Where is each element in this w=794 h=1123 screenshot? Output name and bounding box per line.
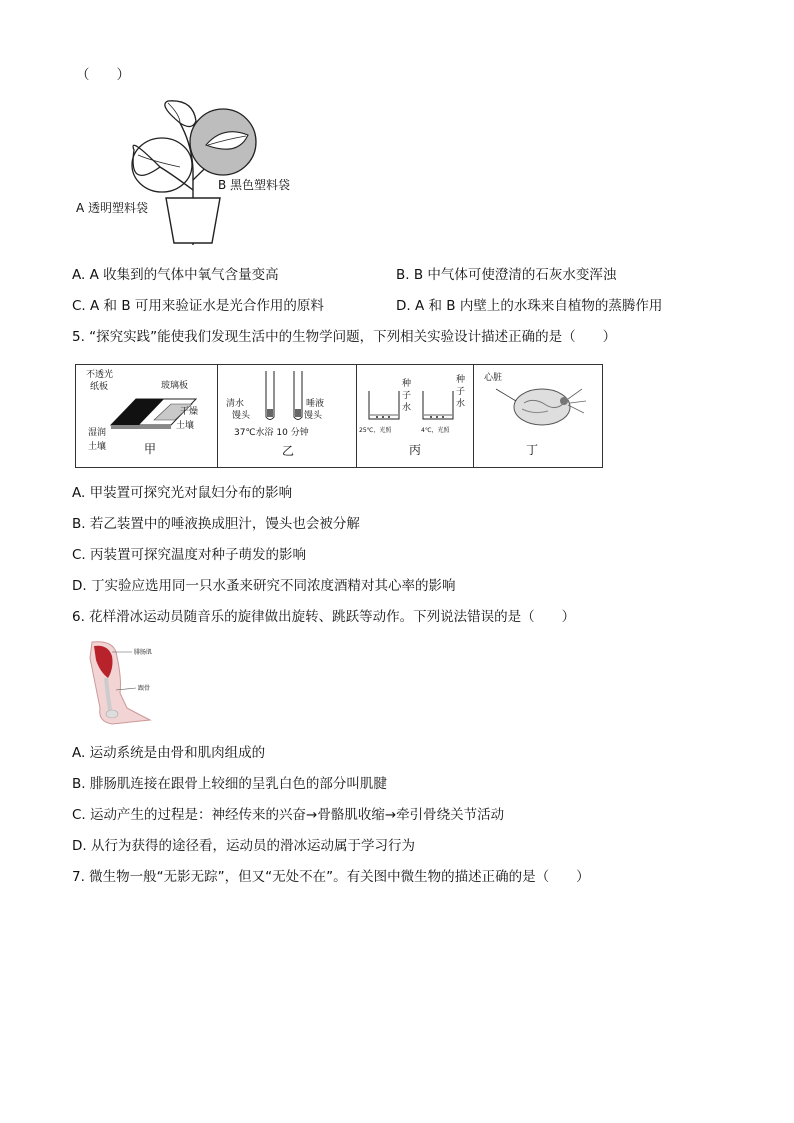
- q5-option-a: A. 甲装置可探究光对鼠妇分布的影响: [72, 485, 293, 501]
- panel-bing: [357, 365, 473, 467]
- panel-jia: [76, 365, 217, 467]
- yi-label-5: 37℃水浴 10 分钟: [234, 428, 309, 438]
- q4-option-b: B. B 中气体可使澄清的石灰水变浑浊: [396, 267, 617, 283]
- panel-yi: [218, 365, 356, 467]
- yi-caption: 乙: [282, 444, 295, 458]
- jia-label-4: 干燥: [180, 407, 199, 417]
- jia-label-5: 土壤: [176, 421, 195, 431]
- yi-label-2: 馒头: [232, 411, 251, 421]
- q6-option-a: A. 运动系统是由骨和肌肉组成的: [72, 745, 266, 761]
- q5-stem: 5. “探究实践”能使我们发现生活中的生物学问题，下列相关实验设计描述正确的是（ ）: [72, 329, 617, 345]
- q5-option-c: C. 丙装置可探究温度对种子萌发的影响: [72, 547, 307, 563]
- jia-label-6: 湿润: [88, 428, 107, 438]
- water-flea-image: [494, 379, 594, 429]
- yi-label-1: 清水: [226, 399, 245, 409]
- ding-caption: 丁: [526, 443, 539, 457]
- yi-label-3: 唾液: [306, 399, 325, 409]
- jia-caption: 甲: [144, 442, 157, 456]
- q4-bracket: （ ）: [76, 67, 130, 83]
- q7-stem: 7. 微生物一般“无影无踪”，但又“无处不在”。有关图中微生物的描述正确的是（ ）: [72, 869, 590, 885]
- jia-label-2: 纸板: [90, 382, 109, 392]
- bing-cond-right: 4℃，光照: [421, 427, 450, 434]
- bing-left-v1: 种: [402, 379, 412, 389]
- q5-option-b: B. 若乙装置中的唾液换成胆汁，馒头也会被分解: [72, 516, 360, 532]
- q4-plant-figure: [68, 95, 318, 250]
- bing-right-v3: 水: [456, 399, 466, 409]
- q4-label-a: A 透明塑料袋: [76, 201, 149, 215]
- q6-option-c: C. 运动产生的过程是：神经传来的兴奋→骨骼肌收缩→牵引骨绕关节活动: [72, 807, 505, 823]
- yi-label-4: 馒头: [304, 411, 323, 421]
- bing-left-v3: 水: [402, 403, 412, 413]
- q4-option-a: A. A 收集到的气体中氧气含量变高: [72, 267, 279, 283]
- jia-label-3: 玻璃板: [161, 381, 189, 391]
- q4-option-d: D. A 和 B 内壁上的水珠来自植物的蒸腾作用: [396, 298, 663, 314]
- q6-leg-figure: [72, 638, 192, 730]
- q6-option-b: B. 腓肠肌连接在跟骨上较细的呈乳白色的部分叫肌腱: [72, 776, 387, 792]
- bing-left-v2: 子: [402, 391, 412, 401]
- panel-ding: [474, 365, 602, 467]
- bing-right-v1: 种: [456, 375, 466, 385]
- q6-label-muscle: 腓肠肌: [134, 649, 153, 656]
- ding-label-1: 心脏: [484, 373, 503, 383]
- q6-label-bone: 跟骨: [138, 685, 151, 692]
- bing-right-v2: 子: [456, 387, 466, 397]
- bing-caption: 丙: [409, 443, 422, 457]
- bing-cond-left: 25℃，光照: [359, 427, 392, 434]
- jia-label-1: 不透光: [86, 370, 114, 380]
- q4-label-b: B 黑色塑料袋: [218, 178, 291, 192]
- q6-stem: 6. 花样滑冰运动员随音乐的旋律做出旋转、跳跃等动作。下列说法错误的是（ ）: [72, 609, 576, 625]
- jia-label-7: 土壤: [88, 442, 107, 452]
- q6-option-d: D. 从行为获得的途径看，运动员的滑冰运动属于学习行为: [72, 838, 415, 854]
- q5-option-d: D. 丁实验应选用同一只水蚤来研究不同浓度酒精对其心率的影响: [72, 578, 456, 594]
- q4-option-c: C. A 和 B 可用来验证水是光合作用的原料: [72, 298, 324, 314]
- q5-figure-table: [75, 364, 603, 468]
